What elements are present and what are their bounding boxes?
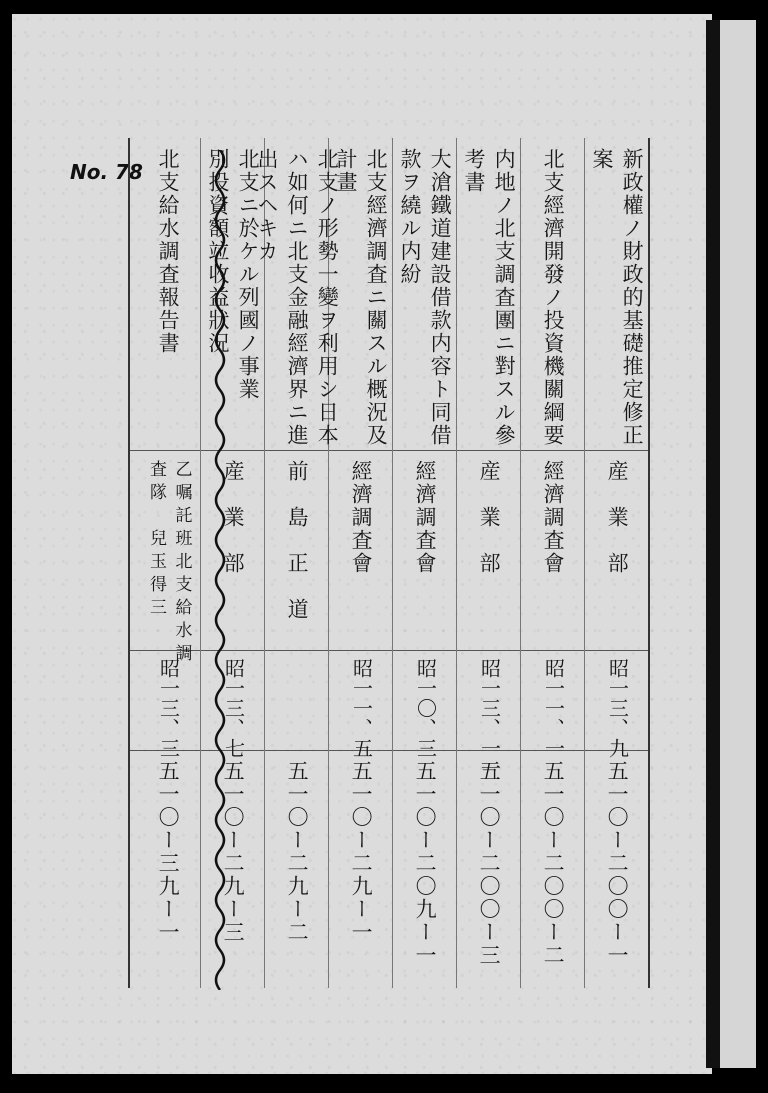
document-author: 産 業 部 (477, 460, 502, 575)
author-cell (393, 460, 457, 646)
reference-number: 五一〇ー二九ー三 (221, 760, 246, 944)
ref-cell (136, 760, 200, 982)
title-cell (457, 148, 521, 448)
ref-cell (329, 760, 393, 982)
catalog-row (584, 138, 649, 988)
document-title: 大滄鐵道建設借款内容ト同借 (428, 148, 453, 447)
page-binding (706, 20, 720, 1068)
document-title: ハ如何ニ北支金融經濟界ニ進 (285, 148, 310, 447)
document-title: 北支經濟調査ニ關スル概況及 (364, 148, 389, 447)
date-cell (393, 658, 457, 758)
reference-number: 五一〇ー二九ー二 (285, 760, 310, 944)
document-title: 北支ニ於ケル列國ノ事業 (236, 148, 261, 401)
wavy-line-mark (208, 150, 232, 990)
document-date: 昭一三、九 (605, 658, 630, 758)
document-title: 計畫 (334, 148, 358, 194)
document-title: 別投資額竝收益狀況 (206, 148, 230, 355)
title-cell (585, 148, 649, 448)
document-date: 昭一三、一一 (477, 658, 502, 778)
ref-cell (457, 760, 521, 982)
document-author: 産 業 部 (605, 460, 630, 575)
catalog-row (392, 138, 457, 988)
document-title: 款ヲ繞ル内紛 (398, 148, 422, 286)
ref-cell (393, 760, 457, 982)
document-title: 北支ノ形勢一變ヲ利用シ日本 (315, 148, 340, 447)
document-title: 内地ノ北支調査團ニ對スル參 (492, 148, 517, 447)
title-cell (521, 148, 585, 448)
author-cell (521, 460, 585, 646)
document-date: 昭一〇、三 (413, 658, 438, 758)
author-cell (457, 460, 521, 646)
catalog-row (254, 138, 340, 988)
document-author: 産 業 部 (221, 460, 246, 575)
reference-number: 五一〇ー二〇九ー一 (413, 760, 438, 967)
catalog-row (456, 138, 521, 988)
document-date: 昭一一、五 (349, 658, 374, 758)
reference-number: 五一〇ー三九ー一 (156, 760, 181, 944)
title-cell (254, 148, 340, 448)
title-cell (136, 148, 200, 448)
reference-number: 五一〇ー二〇〇ー一 (605, 760, 630, 967)
document-date: 昭一三、七 (221, 658, 246, 758)
document-author: 經濟調査會 (413, 460, 438, 575)
reference-number: 五一〇ー二〇〇ー二 (541, 760, 566, 967)
ref-cell (521, 760, 585, 982)
document-author: 査隊 兒玉得三 (146, 460, 166, 621)
date-cell (329, 658, 393, 758)
ref-cell (585, 760, 649, 982)
document-author: 前 島 正 道 (285, 460, 310, 621)
document-title: 出スヘキカ (254, 148, 279, 263)
author-cell (329, 460, 393, 646)
document-title: 北支給水調査報告書 (156, 148, 181, 355)
date-cell (521, 658, 585, 758)
document-title: 考書 (462, 148, 486, 194)
document-title: 北支經濟開發ノ投資機關綱要 (541, 148, 566, 447)
document-number: No. 78 (70, 160, 143, 184)
reference-number: 五一〇ー二九ー一 (349, 760, 374, 944)
document-date: 昭一一、一 (541, 658, 566, 758)
catalog-row (520, 138, 585, 988)
author-cell (136, 460, 200, 667)
ref-cell (265, 760, 329, 982)
title-cell (393, 148, 457, 448)
author-cell (585, 460, 649, 646)
document-author: 乙嘱託班北支給水調 (171, 460, 192, 667)
document-author: 經濟調査會 (541, 460, 566, 575)
reference-number: 五一〇ー二〇〇ー三 (477, 760, 502, 967)
document-title: 新政權ノ財政的基礎推定修正 (620, 148, 645, 447)
date-cell (585, 658, 649, 758)
date-cell (457, 658, 521, 778)
catalog-row (136, 138, 200, 988)
document-title: 案 (590, 148, 614, 171)
adjacent-page-edge (720, 20, 756, 1068)
document-author: 經濟調査會 (349, 460, 374, 575)
catalog-table (128, 138, 650, 988)
author-cell (265, 460, 329, 646)
date-cell (265, 658, 329, 746)
date-cell (136, 658, 200, 758)
document-date: 昭一三、三 (156, 658, 181, 758)
